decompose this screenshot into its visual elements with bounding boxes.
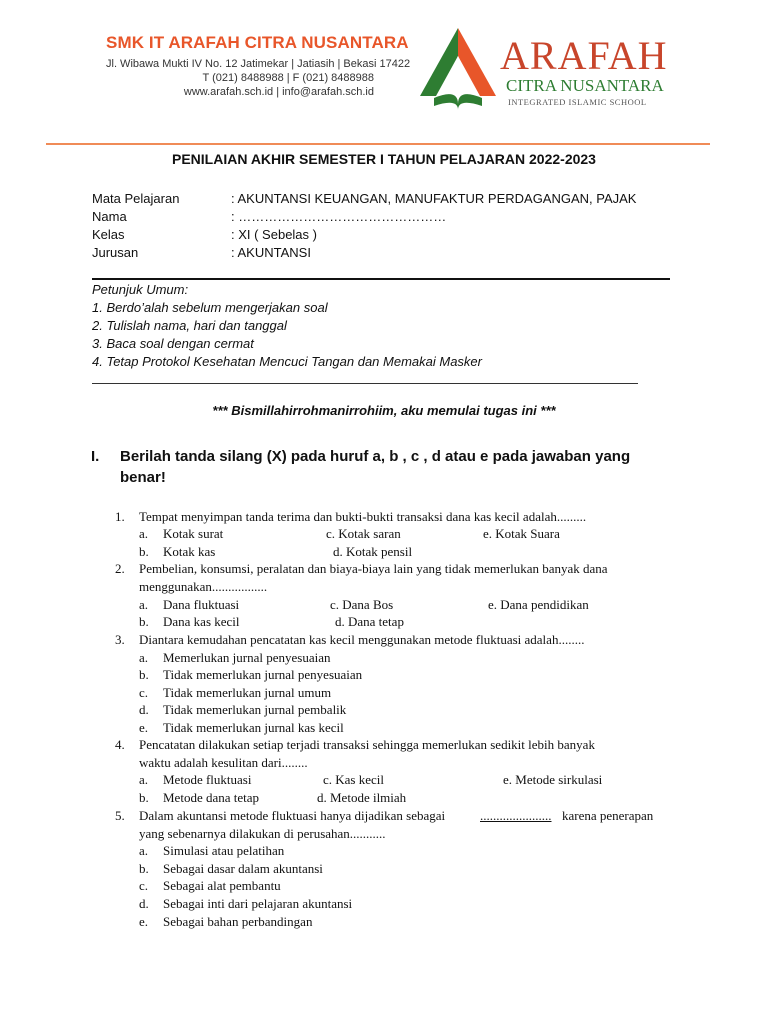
option-e: e. Dana pendidikan bbox=[488, 597, 589, 612]
option-e: Tidak memerlukan jurnal kas kecil bbox=[163, 720, 344, 735]
option-letter: d. bbox=[139, 896, 149, 911]
question-text: Dalam akuntansi metode fluktuasi hanya dijadikan sebagai bbox=[139, 808, 446, 823]
option-letter: b. bbox=[139, 790, 149, 805]
instruction-item: 1. Berdo’alah sebelum mengerjakan soal bbox=[92, 300, 328, 315]
instruction-item: 4. Tetap Protokol Kesehatan Mencuci Tangan dan Memakai Masker bbox=[92, 354, 482, 369]
option-c: c. Kas kecil bbox=[323, 772, 385, 787]
letterhead-divider bbox=[46, 143, 710, 145]
info-value-major: : AKUNTANSI bbox=[231, 245, 311, 260]
info-label-major: Jurusan bbox=[92, 245, 139, 260]
info-divider bbox=[92, 278, 670, 280]
question-text: Tempat menyimpan tanda terima dan bukti-bukti transaksi dana kas kecil adalah......... bbox=[139, 509, 587, 524]
option-d: d. Metode ilmiah bbox=[317, 790, 407, 805]
question-blank: ...................... bbox=[480, 808, 552, 823]
option-a: Kotak surat bbox=[163, 526, 224, 541]
brand-tagline: INTEGRATED ISLAMIC SCHOOL bbox=[508, 97, 647, 107]
option-d: d. Dana tetap bbox=[335, 614, 404, 629]
option-e: e. Metode sirkulasi bbox=[503, 772, 603, 787]
brand-subtitle: CITRA NUSANTARA bbox=[506, 76, 664, 95]
option-c: Tidak memerlukan jurnal umum bbox=[163, 685, 332, 700]
info-value-subject: : AKUNTANSI KEUANGAN, MANUFAKTUR PERDAGANGAN, PAJAK bbox=[231, 191, 637, 206]
option-c: c. Kotak saran bbox=[326, 526, 401, 541]
school-web: www.arafah.sch.id | info@arafah.sch.id bbox=[183, 86, 374, 98]
option-letter: a. bbox=[139, 650, 149, 665]
info-label-subject: Mata Pelajaran bbox=[92, 191, 180, 206]
option-letter: c. bbox=[139, 878, 149, 893]
section-instruction-line1: Berilah tanda silang (X) pada huruf a, b , c , d atau e pada jawaban yang bbox=[120, 448, 631, 465]
question-text: karena penerapan bbox=[562, 808, 654, 823]
option-a: Memerlukan jurnal penyesuaian bbox=[163, 650, 331, 665]
option-letter: c. bbox=[139, 685, 149, 700]
option-b: Dana kas kecil bbox=[163, 614, 240, 629]
school-address: Jl. Wibawa Mukti IV No. 12 Jatimekar | Jatiasih | Bekasi 17422 bbox=[106, 58, 411, 70]
info-label-name: Nama bbox=[92, 209, 127, 224]
option-letter: b. bbox=[139, 861, 149, 876]
option-c: c. Dana Bos bbox=[330, 597, 394, 612]
exam-title: PENILAIAN AKHIR SEMESTER I TAHUN PELAJARAN 2022-2023 bbox=[172, 151, 596, 167]
question-text: menggunakan................. bbox=[139, 579, 268, 594]
question-text: Diantara kemudahan pencatatan kas kecil menggunakan metode fluktuasi adalah........ bbox=[139, 632, 585, 647]
option-letter: e. bbox=[139, 914, 149, 929]
option-letter: d. bbox=[139, 702, 149, 717]
question-text: yang sebenarnya dilakukan di perusahan........... bbox=[139, 826, 386, 841]
option-a: Simulasi atau pelatihan bbox=[163, 843, 285, 858]
option-b: Metode dana tetap bbox=[163, 790, 260, 805]
option-e: e. Kotak Suara bbox=[483, 526, 560, 541]
question-text: waktu adalah kesulitan dari........ bbox=[139, 755, 308, 770]
option-letter: a. bbox=[139, 843, 149, 858]
instructions-divider bbox=[92, 383, 638, 384]
question-number: 4. bbox=[115, 737, 125, 752]
question-number: 5. bbox=[115, 808, 125, 823]
option-b: Tidak memerlukan jurnal penyesuaian bbox=[163, 667, 363, 682]
instruction-item: 2. Tulislah nama, hari dan tanggal bbox=[92, 318, 287, 333]
option-c: Sebagai alat pembantu bbox=[163, 878, 281, 893]
option-b: Kotak kas bbox=[163, 544, 216, 559]
option-letter: b. bbox=[139, 614, 149, 629]
option-letter: a. bbox=[139, 526, 149, 541]
info-label-class: Kelas bbox=[92, 227, 125, 242]
question-text: Pencatatan dilakukan setiap terjadi transaksi sehingga memerlukan sedikit lebih banyak bbox=[139, 737, 595, 752]
option-a: Dana fluktuasi bbox=[163, 597, 240, 612]
question-number: 2. bbox=[115, 561, 125, 576]
question-number: 1. bbox=[115, 509, 125, 524]
option-letter: b. bbox=[139, 544, 149, 559]
option-e: Sebagai bahan perbandingan bbox=[163, 914, 313, 929]
question-text: Pembelian, konsumsi, peralatan dan biaya-biaya lain yang tidak memerlukan banyak dana bbox=[139, 561, 608, 576]
option-d: d. Kotak pensil bbox=[333, 544, 413, 559]
option-letter: b. bbox=[139, 667, 149, 682]
opening-prayer: *** Bismillahirrohmanirrohiim, aku memulai tugas ini *** bbox=[212, 403, 556, 418]
option-letter: e. bbox=[139, 720, 149, 735]
instructions-title: Petunjuk Umum: bbox=[92, 282, 189, 297]
section-instruction-line2: benar! bbox=[120, 469, 166, 486]
school-phone: T (021) 8488988 | F (021) 8488988 bbox=[202, 72, 374, 84]
option-a: Metode fluktuasi bbox=[163, 772, 252, 787]
option-d: Tidak memerlukan jurnal pembalik bbox=[163, 702, 347, 717]
option-b: Sebagai dasar dalam akuntansi bbox=[163, 861, 323, 876]
info-value-class: : XI ( Sebelas ) bbox=[231, 227, 317, 242]
option-letter: a. bbox=[139, 772, 149, 787]
section-number: I. bbox=[91, 448, 100, 465]
option-d: Sebagai inti dari pelajaran akuntansi bbox=[163, 896, 353, 911]
arafah-logo-emblem bbox=[414, 26, 502, 112]
school-name: SMK IT ARAFAH CITRA NUSANTARA bbox=[106, 33, 409, 52]
option-letter: a. bbox=[139, 597, 149, 612]
info-value-name: : ………………………………………… bbox=[231, 209, 447, 224]
instruction-item: 3. Baca soal dengan cermat bbox=[92, 336, 254, 351]
brand-name: ARAFAH bbox=[500, 33, 668, 78]
question-number: 3. bbox=[115, 632, 125, 647]
